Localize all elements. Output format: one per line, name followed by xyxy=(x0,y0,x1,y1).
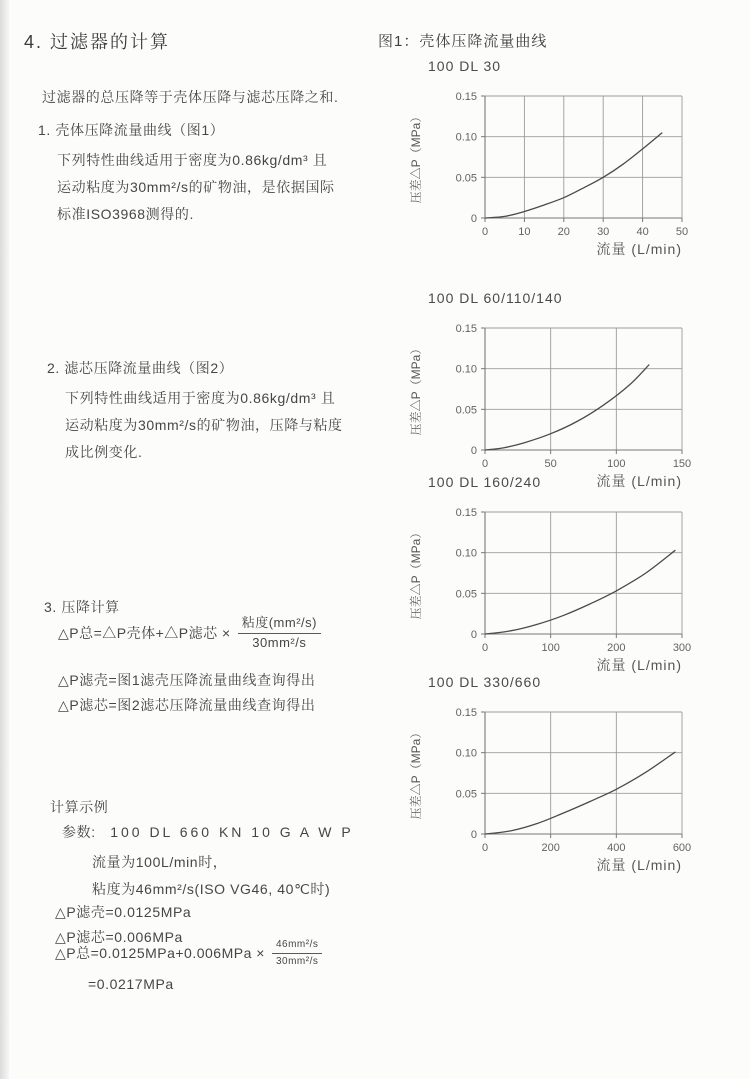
formula-fraction xyxy=(238,615,321,651)
text-line: 运动粘度为30mm²/s的矿物油，压降与粘度 xyxy=(65,417,343,433)
svg-text:流量 (L/min): 流量 (L/min) xyxy=(596,857,682,873)
svg-text:50: 50 xyxy=(675,226,689,238)
chart-title: 100 DL 160/240 xyxy=(428,474,542,490)
scan-edge-shadow xyxy=(0,0,9,1079)
svg-text:0.05: 0.05 xyxy=(455,172,477,185)
svg-text:20: 20 xyxy=(557,226,570,238)
chart-100-dl-30 xyxy=(400,84,735,265)
chart-100-dl-160-240 xyxy=(400,500,735,681)
svg-text:0.10: 0.10 xyxy=(455,131,477,144)
example-heading: 计算示例 xyxy=(50,799,109,815)
text-line: 下列特性曲线适用于密度为0.86kg/dm³ 且 xyxy=(57,152,328,168)
svg-text:0: 0 xyxy=(470,629,477,641)
svg-text:0.15: 0.15 xyxy=(455,91,477,103)
svg-text:0.10: 0.10 xyxy=(455,363,477,376)
text-line: 运动粘度为30mm²/s的矿物油，是依据国际 xyxy=(57,179,335,195)
svg-text:40: 40 xyxy=(636,226,649,238)
svg-text:400: 400 xyxy=(607,842,626,854)
svg-text:流量 (L/min): 流量 (L/min) xyxy=(596,473,682,489)
svg-text:压差△P（MPa）: 压差△P（MPa） xyxy=(409,726,423,820)
svg-text:0.05: 0.05 xyxy=(455,788,477,801)
text-line: △P滤壳=图1滤壳压降流量曲线查询得出 xyxy=(58,672,316,688)
svg-text:0.10: 0.10 xyxy=(455,547,477,560)
chart-block-100-dl-60-110-140 xyxy=(400,290,735,497)
svg-text:压差△P（MPa）: 压差△P（MPa） xyxy=(409,342,423,436)
example-parameters xyxy=(62,822,354,842)
svg-text:流量 (L/min): 流量 (L/min) xyxy=(596,657,682,673)
svg-text:压差△P（MPa）: 压差△P（MPa） xyxy=(409,110,423,204)
total-lhs: △P总=0.0125MPa+0.006MPa × xyxy=(55,944,265,961)
intro-text: 过滤器的总压降等于壳体压降与滤芯压降之和. xyxy=(42,89,339,105)
svg-text:100: 100 xyxy=(607,458,626,470)
svg-text:0: 0 xyxy=(470,829,477,841)
text-line: 粘度为46mm²/s(ISO VG46, 40℃时) xyxy=(92,881,331,897)
text-line: △P滤芯=图2滤芯压降流量曲线查询得出 xyxy=(58,697,316,713)
text-line: 成比例变化. xyxy=(65,444,143,460)
svg-text:0.05: 0.05 xyxy=(455,588,477,601)
chart-block-100-dl-30 xyxy=(400,58,735,265)
chart-100-dl-60-110-140 xyxy=(400,316,735,497)
total-result: =0.0217MPa xyxy=(88,976,174,992)
chart-title: 100 DL 330/660 xyxy=(428,674,542,690)
formula-lhs: △P总=△P壳体+△P滤芯 × xyxy=(58,624,231,641)
fraction-numerator: 粘度(mm²/s) xyxy=(238,615,321,634)
total-fraction xyxy=(272,938,322,967)
example-conditions xyxy=(92,849,330,903)
svg-text:0.05: 0.05 xyxy=(455,404,477,417)
svg-text:0: 0 xyxy=(470,213,477,225)
svg-text:流量 (L/min): 流量 (L/min) xyxy=(596,241,682,257)
svg-text:300: 300 xyxy=(672,642,692,654)
example-total-formula xyxy=(55,938,322,967)
text-line: △P滤芯=0.006MPa xyxy=(55,929,183,945)
svg-text:0: 0 xyxy=(470,445,477,457)
page-title: 4. 过滤器的计算 xyxy=(24,32,171,52)
svg-text:100: 100 xyxy=(541,642,560,654)
svg-text:0.10: 0.10 xyxy=(455,747,477,760)
section-2-body xyxy=(65,385,343,466)
chart-title: 100 DL 30 xyxy=(428,58,502,74)
text-line: 标准ISO3968测得的. xyxy=(57,206,194,222)
text-line: 流量为100L/min时， xyxy=(92,854,228,870)
svg-text:0: 0 xyxy=(481,458,489,470)
svg-text:0.15: 0.15 xyxy=(455,323,477,335)
svg-text:200: 200 xyxy=(541,842,560,854)
param-value: 100 DL 660 KN 10 G A W P xyxy=(110,824,354,840)
formula-notes xyxy=(58,668,315,718)
svg-text:0: 0 xyxy=(481,642,489,654)
fraction-denominator: 30mm²/s xyxy=(275,955,319,967)
section-1-heading: 1. 壳体压降流量曲线（图1） xyxy=(38,122,225,138)
figure-1-header: 图1：壳体压降流量曲线 xyxy=(378,33,548,50)
svg-text:30: 30 xyxy=(597,226,610,238)
fraction-numerator: 46mm²/s xyxy=(272,938,322,954)
svg-text:150: 150 xyxy=(672,458,692,470)
fraction-denominator: 30mm²/s xyxy=(252,634,307,650)
svg-text:10: 10 xyxy=(518,226,531,238)
chart-title: 100 DL 60/110/140 xyxy=(428,290,563,306)
svg-text:200: 200 xyxy=(607,642,626,654)
chart-100-dl-330-660 xyxy=(400,700,735,881)
section-2-heading: 2. 滤芯压降流量曲线（图2） xyxy=(47,360,234,376)
svg-text:压差△P（MPa）: 压差△P（MPa） xyxy=(409,526,423,620)
pressure-drop-formula xyxy=(58,615,321,651)
text-line: △P滤壳=0.0125MPa xyxy=(55,904,192,920)
svg-text:0: 0 xyxy=(481,842,489,854)
section-3-heading: 3. 压降计算 xyxy=(44,599,120,615)
chart-block-100-dl-330-660 xyxy=(400,674,735,881)
svg-text:0.15: 0.15 xyxy=(455,507,477,519)
svg-text:50: 50 xyxy=(544,458,557,470)
svg-text:600: 600 xyxy=(672,842,692,854)
svg-text:0.15: 0.15 xyxy=(455,707,477,719)
chart-block-100-dl-160-240 xyxy=(400,474,735,681)
param-label: 参数: xyxy=(62,824,96,840)
svg-text:0: 0 xyxy=(481,226,489,238)
text-line: 下列特性曲线适用于密度为0.86kg/dm³ 且 xyxy=(65,390,336,406)
section-1-body xyxy=(57,147,335,228)
